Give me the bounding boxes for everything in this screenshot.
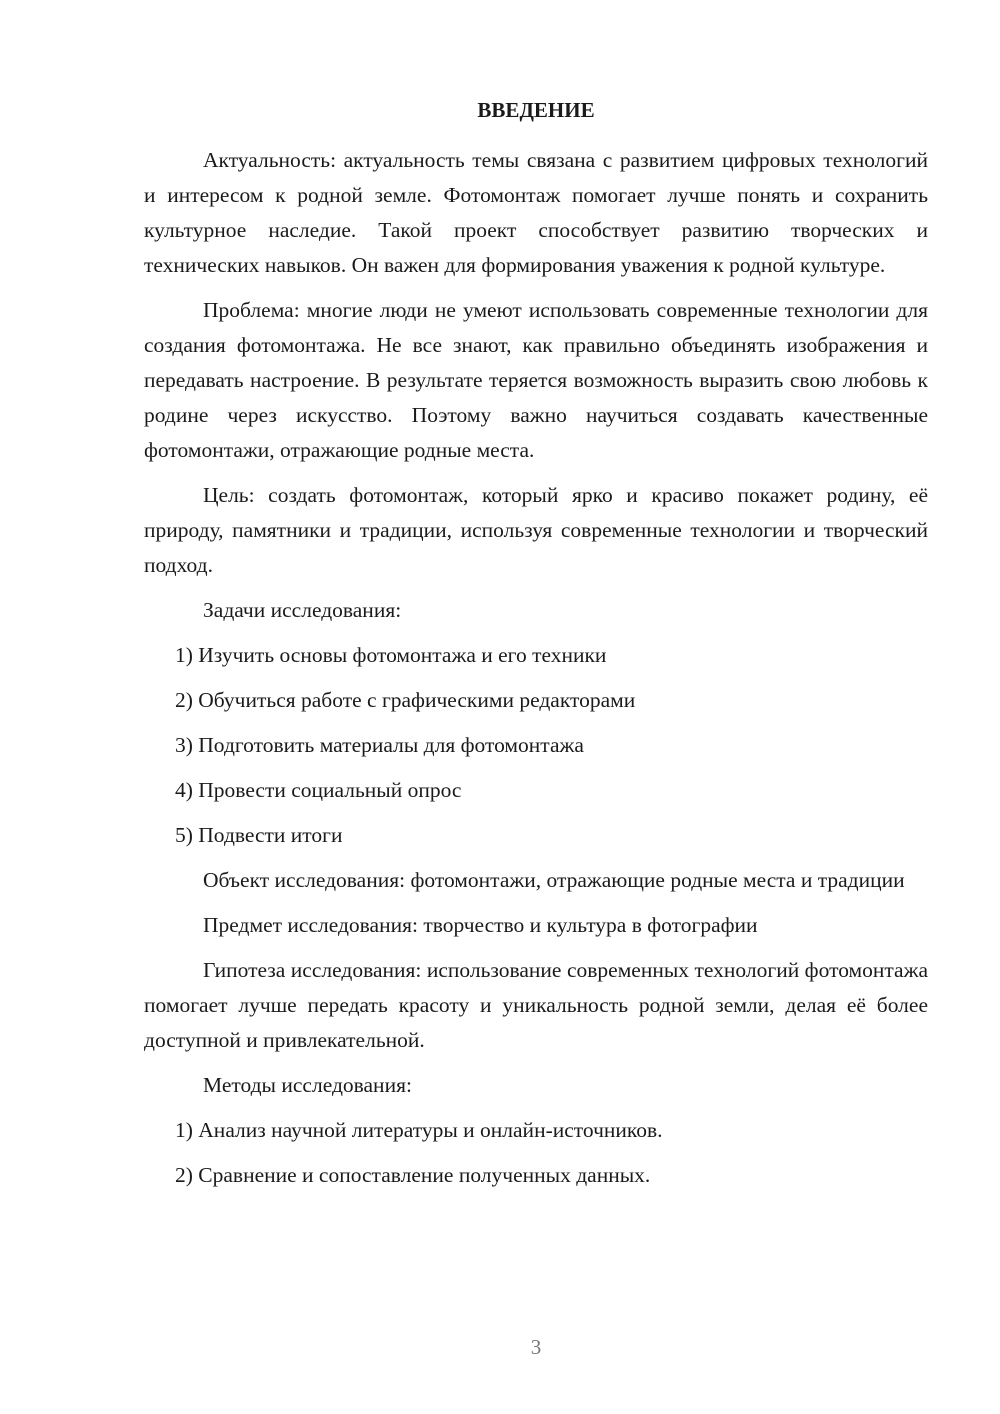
task-item: 1) Изучить основы фотомонтажа и его техники — [175, 643, 607, 667]
subject-paragraph: Предмет исследования: творчество и культура в фотографии — [203, 913, 758, 937]
task-item: 2) Обучиться работе с графическими редакторами — [175, 688, 636, 712]
task-item: 4) Провести социальный опрос — [175, 778, 462, 802]
method-item: 2) Сравнение и сопоставление полученных данных. — [175, 1163, 651, 1187]
object-paragraph: Объект исследования: фотомонтажи, отражающие родные места и традиции — [203, 868, 905, 892]
hypothesis-paragraph: Гипотеза исследования: использование современных технологий фотомонтажа помогает лучше передать красоту и уникальность родной земли, делая её более доступной и привлекательной. — [144, 958, 928, 1052]
section-title: ВВЕДЕНИЕ — [477, 98, 595, 122]
relevance-paragraph: Актуальность: актуальность темы связана с развитием цифровых технологий и интересом к родной земле. Фотомонтаж помогает лучше понять и сохранить культурное наследие. Такой проект способствует развитию творческих и технических навыков. Он важен для формирования уважения к родной культуре. — [144, 148, 928, 277]
task-item: 3) Подготовить материалы для фотомонтажа — [175, 733, 584, 757]
task-item: 5) Подвести итоги — [175, 823, 343, 847]
methods-heading: Методы исследования: — [203, 1073, 412, 1097]
tasks-heading: Задачи исследования: — [203, 598, 402, 622]
method-item: 1) Анализ научной литературы и онлайн-источников. — [175, 1118, 663, 1142]
document-body — [144, 143, 928, 1203]
document-page — [144, 0, 928, 1414]
goal-paragraph: Цель: создать фотомонтаж, который ярко и красиво покажет родину, её природу, памятники и традиции, используя современные технологии и творческий подход. — [144, 483, 928, 577]
page-number: 3 — [530, 1335, 542, 1359]
problem-paragraph: Проблема: многие люди не умеют использовать современные технологии для создания фотомонтажа. Не все знают, как правильно объединять изображения и передавать настроение. В результате теряется возможность выразить свою любовь к родине через искусство. Поэтому важно научиться создавать качественные фотомонтажи, отражающие родные места. — [144, 298, 928, 462]
